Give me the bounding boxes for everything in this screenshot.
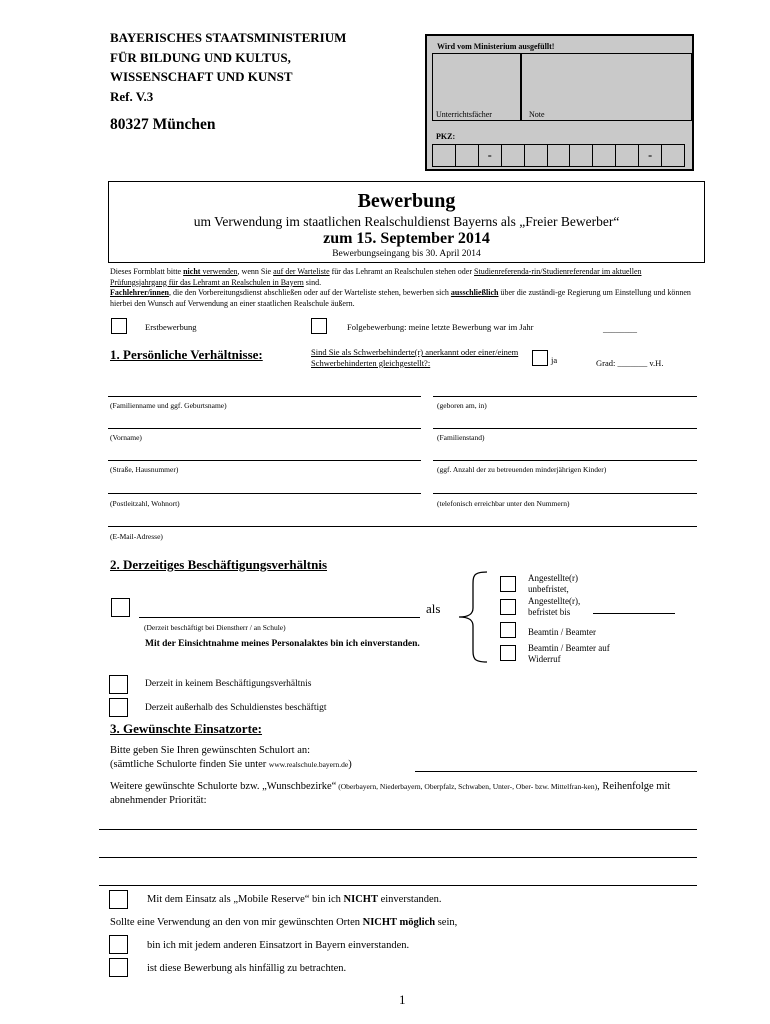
- notice-text: Dieses Formblatt bitte: [110, 267, 184, 276]
- field-line-city[interactable]: [108, 493, 421, 494]
- follow-application-label: Folgebewerbung: meine letzte Bewerbung war im Jahr: [347, 322, 534, 332]
- disability-yes-label: ja: [551, 355, 558, 365]
- subjects-label: Unterrichtsfächer: [436, 110, 492, 119]
- mobile-reserve-text: Mit dem Einsatz als „Mobile Reserve“ bin ich: [147, 894, 344, 905]
- void-application-label: ist diese Bewerbung als hinfällig zu betrachten.: [147, 963, 347, 974]
- civil-servant-label: Beamtin / Beamter: [528, 627, 596, 637]
- not-employed-label: Derzeit in keinem Beschäftigungsverhältnis: [145, 679, 312, 689]
- employee-permanent-checkbox[interactable]: [500, 576, 516, 592]
- temporary-until-field[interactable]: [593, 613, 675, 614]
- notice-text: über die zuständi-ge Regierung um Einstellung und können hierbei den Wunsch auf Verwendung an einer staatlichen Realschule äußern.: [110, 288, 691, 308]
- school-prompt-hint: [110, 759, 352, 770]
- section-locations-title: 3. Gewünschte Einsatzorte:: [110, 721, 263, 736]
- disability-grade-field[interactable]: Grad: _______ v.H.: [596, 358, 664, 368]
- notice-emphasis: auf der Warteliste: [273, 267, 330, 276]
- preferred-school-field[interactable]: [415, 771, 697, 772]
- field-line-birth[interactable]: [433, 396, 697, 397]
- outside-school-label: Derzeit außerhalb des Schuldienstes beschäftigt: [145, 703, 327, 713]
- mobile-reserve-checkbox[interactable]: [109, 890, 128, 909]
- school-prompt-hint-end: ): [348, 759, 352, 770]
- field-line-name[interactable]: [108, 396, 421, 397]
- city-label: (Postleitzahl, Wohnort): [110, 499, 180, 508]
- employed-checkbox[interactable]: [111, 598, 130, 617]
- school-prompt: Bitte geben Sie Ihren gewünschten Schulort an:: [110, 745, 311, 756]
- consent-text: Mit der Einsichtnahme meines Personalaktes bin ich einverstanden.: [145, 639, 420, 649]
- notice-emphasis: Studienreferenda-rin/Studienreferendar im aktuellen Prüfungsjahrgang für das Lehramt an Realschulen in Bayern: [110, 267, 642, 287]
- form-title: Bewerbung: [357, 190, 456, 212]
- first-application-label: Erstbewerbung: [145, 322, 197, 332]
- birth-label: (geboren am, in): [437, 401, 487, 410]
- name-label: (Familienname und ggf. Geburtsname): [110, 401, 227, 410]
- ministry-use-box: [425, 34, 694, 171]
- notice-emphasis: nicht: [183, 267, 201, 276]
- districts-field-2[interactable]: [99, 857, 697, 858]
- ministry-box-title: Wird vom Ministerium ausgefüllt!: [437, 42, 555, 51]
- any-location-checkbox[interactable]: [109, 935, 128, 954]
- field-line-firstname[interactable]: [108, 428, 421, 429]
- pkz-digit: [456, 145, 479, 166]
- section-personal-title: 1. Persönliche Verhältnisse:: [110, 347, 263, 362]
- email-label: (E-Mail-Adresse): [110, 532, 163, 541]
- grade-label: Note: [529, 110, 545, 119]
- street-label: (Straße, Hausnummer): [110, 465, 179, 474]
- address-line: BAYERISCHES STAATSMINISTERIUM: [110, 30, 347, 45]
- notice-text: verwenden: [200, 267, 238, 276]
- last-application-year-field[interactable]: ________: [603, 324, 637, 334]
- disability-yes-checkbox[interactable]: [532, 350, 548, 366]
- not-employed-checkbox[interactable]: [109, 675, 128, 694]
- field-line-phone[interactable]: [433, 493, 697, 494]
- marital-label: (Familienstand): [437, 433, 485, 442]
- civil-servant-revocable-checkbox[interactable]: [500, 645, 516, 661]
- employer-field[interactable]: [139, 617, 420, 618]
- pkz-digit: [616, 145, 639, 166]
- mobile-reserve-text-end: einverstanden.: [377, 894, 442, 905]
- school-url: www.realschule.bayern.de: [268, 760, 349, 769]
- pkz-digit: [548, 145, 571, 166]
- pkz-label: PKZ:: [436, 132, 456, 141]
- section-employment-title: 2. Derzeitiges Beschäftigungsverhältnis: [110, 557, 328, 572]
- form-date: zum 15. September 2014: [323, 230, 490, 247]
- employer-label: (Derzeit beschäftigt bei Dienstherr / an Schule): [144, 623, 286, 632]
- notice-emphasis: ausschließlich: [450, 288, 499, 297]
- employee-temporary-label: Angestellte(r), befristet bis: [528, 596, 581, 617]
- address-line: WISSENSCHAFT UND KUNST: [110, 69, 293, 84]
- outside-school-checkbox[interactable]: [109, 698, 128, 717]
- districts-field-3[interactable]: [99, 885, 697, 886]
- pkz-dash: -: [479, 145, 502, 166]
- form-deadline: Bewerbungseingang bis 30. April 2014: [332, 249, 481, 259]
- employee-temporary-checkbox[interactable]: [500, 599, 516, 615]
- field-line-email[interactable]: [108, 526, 697, 527]
- civil-servant-checkbox[interactable]: [500, 622, 516, 638]
- firstname-label: (Vorname): [110, 433, 142, 442]
- phone-label: (telefonisch erreichbar unter den Nummern): [437, 499, 570, 508]
- districts-list: (Oberbayern, Niederbayern, Oberpfalz, Schwaben, Unter-, Ober- bzw. Mittelfran-ken): [336, 782, 598, 791]
- ministry-address: [110, 28, 346, 106]
- notice-text: , die den Vorbereitungsdienst abschließen oder auf der Warteliste stehen, bewerben sich: [168, 288, 451, 297]
- field-line-marital[interactable]: [433, 428, 697, 429]
- districts-prompt: [110, 780, 700, 808]
- address-line: Ref. V.3: [110, 88, 154, 104]
- civil-servant-revocable-label: Beamtin / Beamter auf Widerruf: [528, 643, 610, 664]
- districts-text-end: , Reihenfolge mit abnehmender Priorität:: [110, 781, 671, 806]
- void-application-checkbox[interactable]: [109, 958, 128, 977]
- mobile-reserve-emphasis: NICHT: [343, 894, 378, 905]
- grade-field[interactable]: [521, 53, 692, 121]
- notice-text: sind.: [303, 277, 322, 287]
- address-line: FÜR BILDUNG UND KULTUS,: [110, 49, 291, 65]
- form-subtitle: um Verwendung im staatlichen Realschuldienst Bayerns als „Freier Bewerber“: [193, 214, 620, 229]
- districts-text: Weitere gewünschte Schulorte bzw. „Wunschbezirke“: [110, 781, 337, 792]
- employee-permanent-label: Angestellte(r) unbefristet,: [528, 573, 578, 594]
- children-label: (ggf. Anzahl der zu betreuenden minderjährigen Kinder): [437, 465, 607, 474]
- notice-text: , wenn Sie: [237, 267, 274, 276]
- address-city: 80327 München: [110, 116, 216, 133]
- disability-question: Sind Sie als Schwerbehinderte(r) anerkannt oder einer/einem Schwerbehinderten gleichgestellt?:: [311, 347, 519, 368]
- pkz-digit: [570, 145, 593, 166]
- mobile-reserve-label: [147, 894, 442, 905]
- title-box: [108, 181, 705, 263]
- notice-emphasis: Fachlehrer/innen: [110, 288, 169, 297]
- districts-field-1[interactable]: [99, 829, 697, 830]
- pkz-digit: [593, 145, 616, 166]
- pkz-field[interactable]: [432, 144, 685, 167]
- pkz-dash: -: [639, 145, 662, 166]
- brace-icon: [455, 570, 491, 664]
- page-number: 1: [399, 992, 406, 1007]
- follow-application-checkbox[interactable]: [311, 318, 327, 334]
- any-location-label: bin ich mit jedem anderen Einsatzort in Bayern einverstanden.: [147, 940, 410, 951]
- fallback-text-end: sein,: [435, 917, 458, 928]
- notice-text: für das Lehramt an Realschulen stehen oder: [329, 267, 475, 276]
- usage-notice: [110, 267, 700, 309]
- fallback-prompt: [110, 917, 457, 928]
- field-line-children[interactable]: [433, 460, 697, 461]
- school-prompt-hint-text: (sämtliche Schulorte finden Sie unter: [110, 759, 269, 770]
- pkz-digit: [662, 145, 684, 166]
- pkz-digit: [433, 145, 456, 166]
- fallback-emphasis: NICHT möglich: [362, 917, 436, 928]
- field-line-street[interactable]: [108, 460, 421, 461]
- fallback-text: Sollte eine Verwendung an den von mir gewünschten Orten: [110, 917, 363, 928]
- pkz-digit: [525, 145, 548, 166]
- pkz-digit: [502, 145, 525, 166]
- first-application-checkbox[interactable]: [111, 318, 127, 334]
- als-label: als: [426, 601, 441, 616]
